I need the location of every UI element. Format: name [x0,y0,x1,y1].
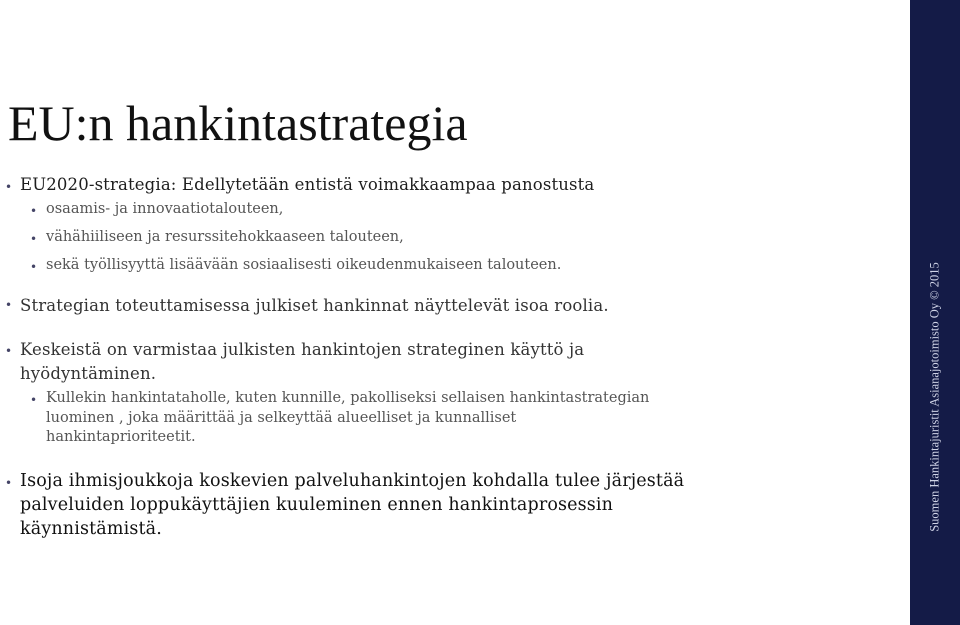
bullet-text-line: Isoja ihmisjoukkoja koskevien palveluhankintojen kohdalla tulee järjestää [20,471,685,491]
bullet-text-line: palveluiden loppukäyttäjien kuuleminen ennen hankintaprosessin [20,495,614,515]
subbullet-dot: • [30,393,38,407]
bullet-text: Strategian toteuttamisessa julkiset hankinnat näyttelevät isoa roolia. [20,296,609,315]
slide-title: EU:n hankintastrategia [8,95,468,151]
subbullet-dot: • [30,204,38,218]
subbullet-text-line: Kullekin hankintataholle, kuten kunnille, pakolliseksi sellaisen hankintastrategian [46,390,650,406]
bullet-text-line: käynnistämistä. [20,519,162,539]
subbullet-text: osaamis- ja innovaatiotalouteen, [46,201,284,217]
subbullet-text: sekä työllisyyttä lisäävään sosiaalisesti oikeudenmukaiseen talouteen. [46,257,562,273]
bullet-dot: • [5,344,13,358]
subbullet-text: vähähiiliseen ja resurssitehokkaaseen talouteen, [46,229,404,245]
subbullet-dot: • [30,232,38,246]
bullet-text-line: hyödyntäminen. [20,364,157,383]
subbullet-text-line: hankintaprioriteetit. [46,429,196,445]
bullet-text: EU2020-strategia: Edellytetään entistä voimakkaampaa panostusta [20,175,595,194]
bullet-dot: • [5,180,13,194]
subbullet-text-line: luominen , joka määrittää ja selkeyttää alueelliset ja kunnalliset [46,410,517,426]
copyright-footer: Suomen Hankintajuristit Asianajotoimisto Oy © 2015 [927,262,942,532]
bullet-dot: • [5,476,13,490]
subbullet-dot: • [30,260,38,274]
bullet-text-line: Keskeistä on varmistaa julkisten hankintojen strateginen käyttö ja [20,340,585,359]
bullet-dot: • [5,298,13,312]
